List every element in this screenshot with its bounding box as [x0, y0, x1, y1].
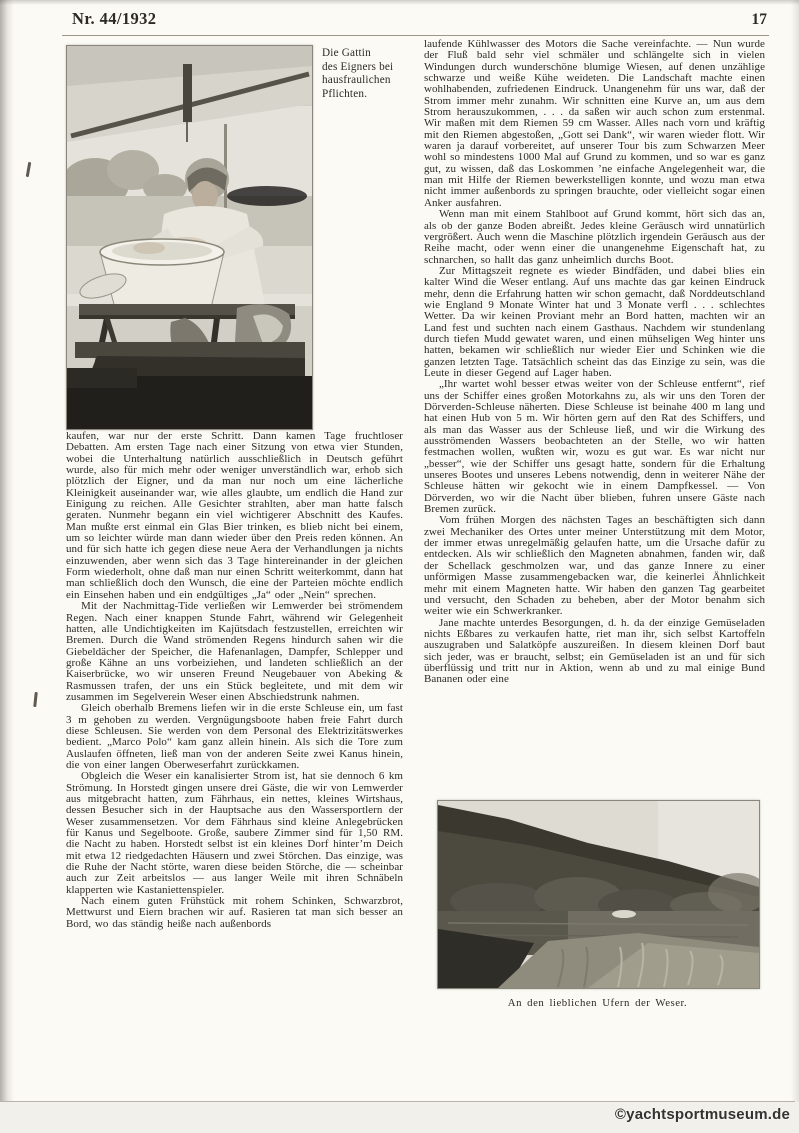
page-bottom-edge	[0, 1101, 795, 1102]
caption-line: Pflichten.	[322, 87, 368, 100]
paragraph: Wenn man mit einem Stahlboot auf Grund kommt, hört sich das an, als ob der ganze Boden abreißt. Jedes kleine Geräusch wird unnatürlich vergrößert. Auch wenn die Maschine plötzlich irgendein Geräusch aus der Reihe macht, oder wenn einer die unangenehme Eigenschaft hat, zu schnarchen, so hallt das ganz unheimlich durchs Boot.	[424, 208, 765, 266]
weser-riverbank-photo	[437, 800, 760, 989]
right-text-column	[424, 39, 765, 686]
top-photo-caption	[322, 47, 434, 101]
paragraph: Vom frühen Morgen des nächsten Tages an beschäftigten sich dann zwei Mechaniker des Ortes unter meiner Unterstützung mit dem Motor, der immer etwas unregelmäßig gelaufen hatte, um die Ursache dafür zu entdecken. Als wir schließlich den Magneten abnahmen, fanden wir, daß der Schellack geschmolzen war, und das ganze Innere zu einer unförmigen Masse zusammengebacken war, die keinerlei Ähnlichkeit mehr mit einem Magneten hatte. Wir haben den ganzen Tag gearbeitet und versucht, den Schaden zu beheben, aber der Motor benahm sich weiter wie ein Schwerkranker.	[424, 514, 765, 618]
paragraph: Obgleich die Weser ein kanalisierter Strom ist, hat sie dennoch 6 km Strömung. In Horstedt gingen unsere drei Gäste, die wir von Lemwerder aus mitgebracht hatten, zum Fährhaus, ein nettes, kleines Wirtshaus, dessen Besucher sich in der Hauptsache aus den Wassersportlern der Weser zusammensetzen. Vor dem Fährhaus sind kleine Anlegebrücken für Kanus und Segelboote. Große, saubere Zimmer sind für 1,50 RM. die Nacht zu haben. Horstedt selbst ist ein kleines Dorf hinter’m Deich mit etwa 12 riedgedachten Häusern und zwei Störchen. Das einzige, was die Ruhe der Nacht störte, waren diese beiden Störche, die — scheinbar auch zur Zeit arbeitslos — aus langer Weile mit ihren Schnäbeln klapperten wie Kastaniettenspieler.	[66, 770, 403, 896]
staple-mark	[26, 162, 32, 177]
watermark: ©yachtsportmuseum.de	[614, 1106, 790, 1123]
caption-line: des Eigners bei	[322, 60, 394, 73]
left-text-column	[66, 431, 403, 930]
issue-number: Nr. 44/1932	[72, 9, 157, 28]
caption-line: hausfraulichen	[322, 74, 391, 87]
paragraph: Jane machte unterdes Besorgungen, d. h. da der einzige Gemüseladen nichts Eßbares zu verkaufen hatte, riet man ihr, sich selbst Kartoffeln auszugraben und Salatköpfe auszureißen. In diesem kleinen Dorf baut sich jeder, was er braucht, selbst; ein Gemüseladen ist an und für sich überflüssig und tritt nur in Aktion, wenn ab und zu mal einige Bund Bananen oder eine	[424, 616, 765, 686]
header-rule	[62, 35, 769, 36]
wife-washing-photo	[66, 45, 313, 430]
page-number: 17	[751, 11, 767, 28]
paragraph: Mit der Nachmittag-Tide verließen wir Lemwerder bei strömendem Regen. Nach einer knappen Stunde Fahrt, während wir Gelegenheit hatten, alle Undichtigkeiten im Kajütsdach festzustellen, erreichten wir Bremen. Durch die Wand strömenden Regens hindurch sahen wir die Giebeldächer der Speicher, die Hafenanlagen, Dampfer, Schlepper und große Kähne an uns vorbeiziehen, und landeten schließlich an der Kaiserbrücke, wo wir unseren Freund Neugebauer von Abeking & Rasmussen trafen, der uns ein Stück begleitete, und mit dem wir zusammen im Segelverein Weser einen Abschiedstrunk nahmen.	[66, 600, 403, 703]
bottom-photo-caption: An den lieblichen Ufern der Weser.	[507, 997, 688, 1009]
page-right-edge	[791, 0, 799, 1102]
paragraph: Zur Mittagszeit regnete es wieder Bindfäden, und dabei blies ein kalter Wind die Weser entlang. Auf uns machte das gar keinen Eindruck mehr, denn die Erfahrung hatten wir schon gemacht, daß Norddeutschland wie England 9 Monate Winter hat und 3 Monate verfl . . . schlechtes Wetter. Da wir keinen Proviant mehr an Bord hatten, machten wir an Land fest und suchten nach einem Gasthaus. Nachdem wir stundenlang durch tiefen Mudd gewatet waren, und einen mühseligen Weg hinter uns hatten, bekamen wir schließlich nur wieder Eier und Schinken wie die ganzen letzten Tage. Tatsächlich scheint das das Einzige zu sein, was die Leute in dieser Gegend auf Lager haben.	[424, 264, 765, 379]
paragraph: kaufen, war nur der erste Schritt. Dann kamen Tage fruchtloser Debatten. Am ersten Tage nach einer Sitzung von etwa vier Stunden, wobei die Unterhaltung natürlich ausschließlich in Deutsch geführt wurde, also für mich mehr oder weniger unverständlich war, erhob sich plötzlich der Eigner, und da man nur noch um eine lächerliche Kleinigkeit auseinander war, wie alles glaubte, um endlich die Hand zur Einigung zu reichen. Alle Gesichter strahlten, aber man hatte falsch geraten. Nunmehr begann ein viel wichtigerer Abschnitt des Kaufes. Man mußte erst einmal ein Glas Bier trinken, es blieb nicht bei einem, um so leichter würde man dann wieder über den Preis reden können. An und für sich hatte ich gegen diese neue Aera der Verhandlungen ja nichts einzuwenden, aber wenn sich das 3 Tage hintereinander in der gleichen Form wiederholt, ohne daß man nur einen Schritt weiterkommt, dann hat man schließlich doch den Wunsch, die eine der Parteien möchte endlich ein Einsehen haben und ein endgültiges „Ja“ oder „Nein“ sprechen.	[66, 430, 403, 601]
paragraph: Nach einem guten Frühstück mit rohem Schinken, Schwarzbrot, Mettwurst und Eiern brachen wir auf. Rasieren tat man sich besser an Bord, wo das ständig heiße nach außenbords	[66, 895, 403, 930]
weser-riverbank-photo-illustration	[438, 801, 759, 988]
page-top-edge	[0, 0, 799, 5]
paragraph: laufende Kühlwasser des Motors die Sache vereinfachte. — Nun wurde der Fluß bald sehr viel schmäler und schlängelte sich in vielen Windungen durch wunderschöne blumige Wiesen, auf denen unzählige schwarze und weiße Kühe weideten. Die Landschaft machte einen wohlhabenden, zufriedenen Eindruck. Unangenehm für uns war, daß der Strom immer mehr zunahm. Wir schnitten eine Kurve an, um aus dem Strom herauszukommen, . . . da saßen wir auch schon zum erstenmal. Wir maßen mit dem Riemen 59 cm Wasser. Alles nach vorn und kräftig mit den Riemen abgestoßen, „Gott sei Dank“, wir waren wieder flott. Wir waren ja darauf vorbereitet, auf unserer Tour bis zum Schwarzen Meer wohl so mindestens 1000 Mal auf Grund zu kommen, und so war es ganz gut, zu wissen, daß das Loskommen ’ne einfache Angelegenheit war, die man mit Hilfe der Riemen bewerkstelligen konnte, und wozu man etwa nicht immer außenbords zu springen brauchte, oder vielleicht sogar einen Anker ausfahren.	[424, 38, 765, 209]
binding-shadow	[0, 0, 14, 1102]
wife-washing-photo-illustration	[67, 46, 312, 429]
caption-line: Die Gattin	[322, 47, 371, 59]
staple-mark	[33, 692, 38, 707]
paragraph: „Ihr wartet wohl besser etwas weiter von der Schleuse entfernt“, rief uns der Schiffer eines großen Motorkahns zu, als wir uns den Toren der Dörverden-Schleuse näherten. Diese Schleuse ist beinahe 400 m lang und hat einen Hub von 5 m. Wir hörten gern auf den Rat des Schiffers, und als man das Wasser aus der Schleuse ließ, und wir die Wirkung des ausströmenden Wassers beobachteten an der Stelle, wo wir hatten festmachen wollen, wußten wir, wozu es gut war. Es war nicht nur „besser“, wie der Schiffer uns gesagt hatte, sondern für die Erhaltung unseres Bootes und unseres Lebens notwendig, denn in weiterer Nähe der Schleuse hätten wir gekocht wie in einem Dampfkessel. — Von Dörverden, wo wir die Nacht über blieben, fuhren unsere Gäste nach Bremen zurück.	[424, 378, 765, 516]
paragraph: Gleich oberhalb Bremens liefen wir in die erste Schleuse ein, um fast 3 m gehoben zu werden. Vergnügungsboote haben freie Fahrt durch diese Schleusen. Sie werden von dem Personal des Elektrizitätswerkes bedient. „Marco Polo“ kam ganz allein hinein. Als sich die Tore zum Auslaufen öffneten, ließ man von der anderen Seite zwei Kanus hinein, die von einer langen Oberweserfahrt zurückkamen.	[66, 702, 403, 771]
